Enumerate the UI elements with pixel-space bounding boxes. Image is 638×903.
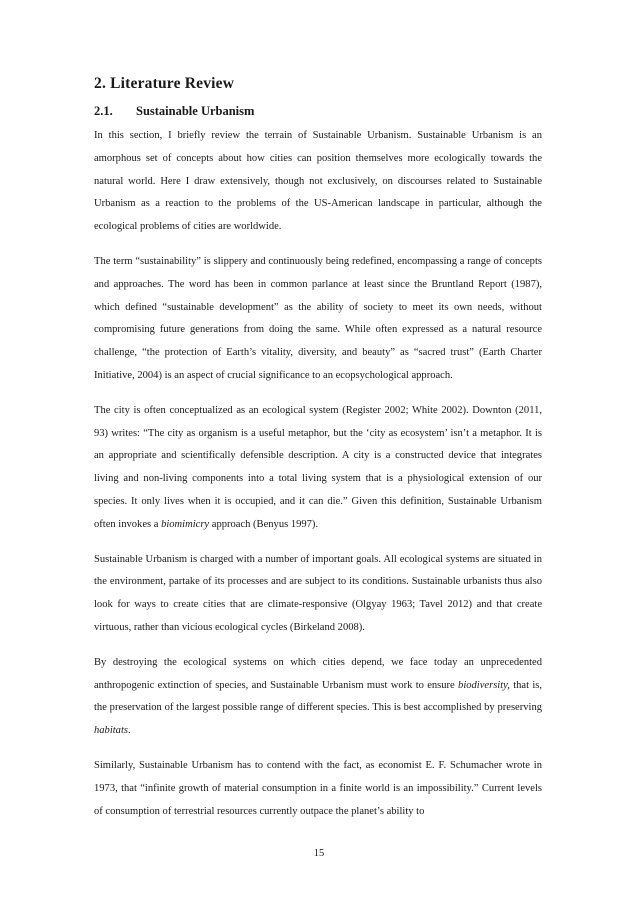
subsection-heading: [94, 102, 542, 120]
paragraph-3: [94, 400, 542, 537]
paragraph-6: Similarly, Sustainable Urbanism has to contend with the fact, as economist E. F. Schumacher wrote in 1973, that “infinite growth of material consumption in a finite world is an impossibility.” Current levels of consumption of terrestrial resources currently outpace the planet’s ability to: [94, 759, 542, 817]
emphasis-biomimicry: biomimicry: [161, 518, 210, 530]
paragraph-5-text-b: that is, the preservation of the largest possible range of different species. This is best accomplished by preserving: [94, 679, 542, 714]
paragraph-4: Sustainable Urbanism is charged with a number of important goals. All ecological systems are situated in the environment, partake of its processes and are subject to its conditions. Sustainable urbanists thus also look for ways to create cities that are climate-responsive (Olgyay 1963; Tavel 2012) and that create virtuous, rather than vicious ecological cycles (Birkeland 2008).: [94, 553, 542, 633]
paragraph-1: In this section, I briefly review the terrain of Sustainable Urbanism. Sustainable Urbanism is an amorphous set of concepts about how cities can position themselves more ecologically towards the natural world. Here I draw extensively, though not exclusively, on discourses related to Sustainable Urbanism as a reaction to the problems of the US-American landscape in particular, although the ecological problems of cities are worldwide.: [94, 130, 542, 233]
page-number: 15: [313, 848, 325, 859]
emphasis-habitats: habitats: [94, 725, 128, 737]
paragraph-3-text-a: The city is often conceptualized as an ecological system (Register 2002; White 2002). Downton (2011, 93) writes: “The city as organism is a useful metaphor, but the ‘city as ecosystem’ isn’t a metaphor. It is an appropriate and scientifically defensible description. A city is a constructed device that integrates living and non-living components into a total living system that is a physiological extension of our species. It only lives when it is occupied, and it can die.” Given this definition, Sustainable Urbanism often invokes a: [94, 404, 542, 530]
paragraph-3-text-b: approach (Benyus 1997).: [209, 518, 319, 530]
section-heading: 2. Literature Review: [94, 75, 235, 92]
paragraph-5-text-c: .: [128, 725, 131, 737]
paragraph-5-text-a: By destroying the ecological systems on which cities depend, we face today an unprecedented anthropogenic extinction of species, and Sustainable Urbanism must work to ensure: [94, 656, 542, 691]
subsection-number: 2.1.: [94, 104, 113, 118]
paragraph-5: [94, 652, 542, 743]
page-content: [94, 74, 542, 823]
emphasis-biodiversity: biodiversity,: [458, 679, 510, 691]
subsection-title: Sustainable Urbanism: [136, 104, 255, 118]
paragraph-2: The term “sustainability” is slippery and continuously being redefined, encompassing a range of concepts and approaches. The word has been in common parlance at least since the Bruntland Report (1987), which defined “sustainable development” as the ability of society to meet its own needs, without compromising future generations from doing the same. While often expressed as a natural resource challenge, “the protection of Earth’s vitality, diversity, and beauty” as “sacred trust” (Earth Charter Initiative, 2004) is an aspect of crucial significance to an ecopsychological approach.: [94, 255, 542, 381]
